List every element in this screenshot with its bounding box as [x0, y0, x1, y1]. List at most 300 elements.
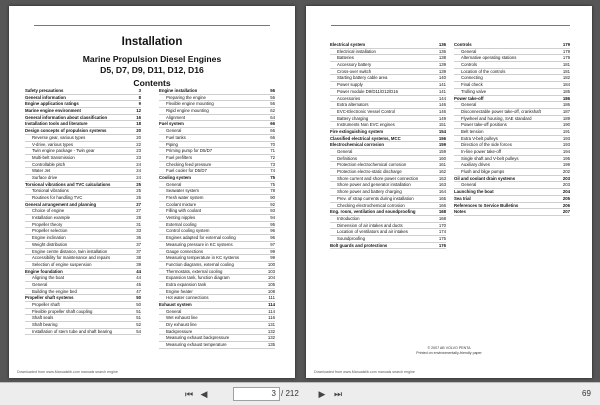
toc-entry-page: 96 [270, 235, 275, 241]
toc-entry-title: Reverse gear, various types [32, 134, 86, 140]
toc-entry[interactable] [454, 149, 570, 156]
toc-entry[interactable] [330, 162, 446, 169]
toc-entry[interactable] [159, 195, 275, 202]
toc-entry-title: Dry exhaust line [166, 322, 197, 328]
toc-entry-page: 170 [438, 222, 446, 228]
toc-entry[interactable] [25, 162, 141, 169]
viewer-toolbar [0, 382, 600, 405]
toc-entry-page: 51 [136, 315, 141, 321]
toc-entry-title: Power take-off [454, 95, 484, 101]
toc-entry[interactable] [25, 128, 141, 135]
toc-entry[interactable] [330, 62, 446, 69]
toc-entry-title: Fuel system [159, 121, 184, 127]
toc-entry[interactable] [454, 189, 570, 196]
toc-entry-title: Flexible engine mounting [166, 101, 214, 107]
toc-entry-title: Oil and coolant drain systems [454, 175, 516, 181]
toc-entry-page: 93 [270, 208, 275, 214]
toc-entry[interactable] [454, 49, 570, 56]
toc-entry[interactable] [159, 222, 275, 229]
toc-entry[interactable] [330, 89, 446, 96]
toc-entry-page: 114 [268, 302, 275, 307]
toc-entry-page: 56 [270, 88, 275, 93]
toc-entry-page: 203 [562, 182, 570, 188]
toc-entry[interactable] [159, 101, 275, 108]
last-page-icon[interactable]: ⏭ [333, 389, 343, 399]
toc-entry-title: Hot water connections [166, 295, 209, 301]
toc-entry-page: 176 [438, 242, 446, 248]
toc-entry-title: Surface drive [32, 174, 58, 180]
toc-entry-title: Torsional vibrations [32, 188, 69, 194]
toc-entry[interactable] [25, 249, 141, 256]
toc-entry[interactable] [454, 55, 570, 62]
toc-entry-title: Aligning the boat [32, 275, 65, 281]
toc-entry[interactable] [330, 75, 446, 82]
next-page-icon[interactable]: ▶ [318, 389, 326, 399]
toc-entry[interactable] [454, 136, 570, 143]
toc-entry[interactable] [454, 162, 570, 169]
zoom-level[interactable]: 69 [582, 389, 591, 398]
toc-entry[interactable] [159, 142, 275, 149]
toc-entry-title: Propeller theory [32, 221, 63, 227]
toc-entry[interactable] [330, 122, 446, 129]
toc-entry-title: General information [25, 94, 66, 100]
toc-entry-title: Eng. room, ventilation and soundproofing [330, 209, 416, 215]
toc-entry[interactable] [454, 156, 570, 163]
toc-entry-page: 111 [268, 295, 275, 301]
toc-entry-title: Measuring exhaust backpressure [166, 335, 230, 341]
toc-entry-page: 166 [438, 202, 446, 208]
toc-entry[interactable] [454, 69, 570, 76]
toc-entry[interactable] [159, 249, 275, 256]
toc-entry[interactable] [25, 155, 141, 162]
toc-entry-page: 56 [270, 94, 275, 100]
toc-entry[interactable] [159, 228, 275, 235]
toc-entry-page: 204 [562, 189, 570, 195]
toc-entry[interactable] [25, 262, 141, 269]
toc-entry[interactable] [159, 315, 275, 322]
toc-entry-title: Engine centre distance, twin installation [32, 248, 108, 254]
toc-entry[interactable] [159, 269, 275, 276]
toc-entry[interactable] [25, 222, 141, 229]
toc-entry-page: 38 [136, 255, 141, 261]
toc-entry-title: Power take-off positions [461, 122, 507, 128]
toc-entry-page: 37 [136, 248, 141, 254]
toc-entry-title: Location of ventilators and air intakes [337, 229, 408, 235]
toc-entry-title: General arrangement and planning [25, 201, 97, 207]
toc-entry-page: 20 [136, 128, 141, 134]
toc-entry-title: Rigid engine mounting [166, 108, 209, 114]
toc-entry-page: 56 [270, 101, 275, 107]
toc-entry-title: Fuel prefilters [166, 154, 193, 160]
toc-entry-title: Alternative operating stations [461, 55, 517, 61]
toc-entry-title: Bolt guards and protections [330, 242, 388, 248]
toc-entry[interactable] [25, 195, 141, 202]
toc-entry-page: 207 [562, 209, 570, 215]
toc-entry-title: Trolling valve [461, 88, 487, 94]
toc-entry-title: Batteries [337, 55, 354, 61]
toc-entry-page: 97 [270, 241, 275, 247]
toc-entry-page: 25 [136, 195, 141, 200]
toc-entry[interactable] [454, 96, 570, 103]
toc-entry-title: Fuel cooler for D5/D7 [166, 168, 207, 174]
toc-entry-page: 174 [438, 229, 446, 235]
toc-entry-title: Propeller selection [32, 228, 68, 234]
toc-entry[interactable] [330, 142, 446, 149]
toc-entry[interactable] [159, 208, 275, 215]
toc-entry-title: Engine installation [159, 88, 198, 93]
toc-entry-title: General [166, 181, 182, 187]
toc-entry[interactable] [25, 228, 141, 235]
toc-entry[interactable] [25, 302, 141, 309]
toc-entry-title: Coolant mixture [166, 201, 197, 207]
toc-entry[interactable] [25, 235, 141, 242]
toc-entry[interactable] [159, 282, 275, 289]
toc-entry[interactable] [454, 196, 570, 203]
toc-entry-page: 24 [136, 174, 141, 180]
toc-entry[interactable] [25, 215, 141, 222]
toc-entry-page: 185 [562, 88, 570, 94]
toc-entry[interactable] [330, 236, 446, 243]
toc-entry-page: 28 [136, 215, 141, 221]
toc-entry-title: Controllable pitch [32, 161, 66, 167]
document-title: Installation [121, 36, 183, 48]
toc-entry-page: 144 [438, 95, 446, 101]
toc-entry[interactable] [159, 188, 275, 195]
toc-entry[interactable] [330, 82, 446, 89]
toc-entry-page: 141 [438, 88, 446, 94]
toc-entry[interactable] [330, 55, 446, 62]
toc-entry[interactable] [454, 182, 570, 189]
toc-entry-title: General information about classification [25, 114, 108, 120]
toc-entry[interactable] [330, 182, 446, 189]
toc-entry-page: 94 [270, 215, 275, 221]
toc-entry-page: 100 [267, 261, 275, 267]
toc-entry[interactable] [330, 176, 446, 183]
toc-entry[interactable] [330, 69, 446, 76]
toc-entry[interactable] [330, 129, 446, 136]
toc-entry[interactable] [454, 116, 570, 123]
toc-entry[interactable] [330, 216, 446, 223]
toc-entry[interactable] [159, 262, 275, 269]
toc-entry[interactable] [454, 75, 570, 82]
toc-entry-title: Shaft bearing [32, 322, 58, 328]
toc-entry-title: Function diagrams, external cooling [166, 261, 234, 267]
toc-entry[interactable] [25, 322, 141, 329]
toc-entry[interactable] [159, 148, 275, 155]
header-rule [34, 25, 270, 26]
toc-entry[interactable] [454, 109, 570, 116]
toc-entry-page: 184 [562, 82, 570, 88]
toc-entry-title: Twin engine package - Twin gear [32, 148, 95, 154]
toc-entry[interactable] [454, 209, 570, 216]
toc-entry-title: Extra expansion tank [166, 281, 207, 287]
page-footer: Downloaded from www.Manualslib.com manuals search engine [314, 370, 415, 374]
toc-entry-title: Starting battery cable area [337, 75, 388, 81]
toc-entry-page: 135 [267, 342, 275, 348]
toc-entry-page: 104 [267, 275, 275, 281]
toc-entry-page: 114 [268, 308, 275, 314]
toc-entry[interactable] [159, 168, 275, 175]
toc-entry[interactable] [159, 309, 275, 316]
toc-entry[interactable] [330, 149, 446, 156]
toc-entry[interactable] [330, 156, 446, 163]
toc-entry-page: 95 [270, 221, 275, 227]
toc-entry-title: Shore power and battery charging [337, 189, 402, 195]
toc-entry[interactable] [25, 329, 141, 336]
toc-entry[interactable] [454, 102, 570, 109]
toc-entry[interactable] [454, 82, 570, 89]
toc-entry-page: 27 [136, 208, 141, 214]
toc-entry[interactable] [159, 95, 275, 102]
prev-page-icon[interactable]: ◀ [200, 389, 208, 399]
toc-entry-page: 44 [136, 268, 141, 274]
toc-entry[interactable] [330, 189, 446, 196]
toc-entry-title: Fire extinguishing system [330, 128, 384, 134]
toc-entry-title: EVC-Electronic Vessel Control [337, 108, 396, 114]
toc-entry[interactable] [25, 188, 141, 195]
toc-entry-title: Engine inclination [32, 235, 66, 241]
toc-entry[interactable] [25, 115, 141, 122]
toc-entry-page: 66 [270, 121, 275, 127]
toc-entry[interactable] [159, 289, 275, 296]
toc-entry-title: Protection electro-static discharge [337, 169, 402, 175]
toc-entry-title: Weight distribution [32, 241, 68, 247]
toc-entry[interactable] [25, 175, 141, 182]
toc-entry[interactable] [25, 255, 141, 262]
copyright-line: Printed on environmentally-friendly paper [416, 351, 482, 355]
toc-entry-title: Electrochemical corrosion [330, 142, 384, 148]
toc-entry-title: Launching the boat [454, 189, 494, 195]
toc-entry[interactable] [330, 169, 446, 176]
toc-entry[interactable] [330, 116, 446, 123]
toc-entry-page: 90 [270, 195, 275, 200]
first-page-icon[interactable]: ⏮ [184, 389, 194, 399]
toc-entry[interactable] [330, 223, 446, 230]
toc-entry-page: 75 [270, 174, 275, 180]
toc-entry[interactable] [25, 101, 141, 108]
toc-entry-title: Shore current and shore power connection [337, 175, 419, 181]
toc-entry[interactable] [454, 62, 570, 69]
toc-entry[interactable] [25, 309, 141, 316]
page-number-input[interactable]: 3 [233, 387, 280, 401]
toc-entry[interactable] [159, 88, 275, 95]
toc-entry[interactable] [454, 142, 570, 149]
toc-entry[interactable] [25, 95, 141, 102]
toc-entry-page: 132 [267, 328, 275, 334]
toc-entry[interactable] [159, 342, 275, 349]
toc-entry[interactable] [159, 235, 275, 242]
toc-entry-page: 139 [438, 62, 446, 68]
toc-entry-page: 182 [562, 75, 570, 81]
toc-entry[interactable] [454, 176, 570, 183]
toc-entry-page: 194 [562, 149, 570, 154]
toc-entry-page: 62 [270, 108, 275, 114]
toc-entry[interactable] [159, 175, 275, 182]
toc-entry[interactable] [25, 135, 141, 142]
toc-entry-title: Cooling system [159, 174, 191, 180]
toc-entry-page: 149 [438, 115, 446, 121]
toc-entry-title: Electrical system [330, 42, 366, 47]
toc-entry-title: Accessories [337, 95, 361, 101]
toc-entry[interactable] [159, 275, 275, 282]
toc-entry[interactable] [25, 289, 141, 296]
toc-entry[interactable] [159, 155, 275, 162]
toc-entry-title: Belt tension [461, 128, 484, 134]
toc-entry-title: Engine heater [166, 288, 193, 294]
toc-entry[interactable] [330, 203, 446, 210]
toc-entry-page: 116 [268, 315, 275, 321]
toc-entry[interactable] [330, 96, 446, 103]
toc-entry[interactable] [25, 121, 141, 128]
toc-entry-title: General [461, 182, 477, 188]
toc-entry[interactable] [454, 89, 570, 96]
toc-entry[interactable] [330, 102, 446, 109]
toc-entry-page: 103 [267, 268, 275, 274]
toc-entry-page: 190 [562, 122, 570, 128]
toc-entry[interactable] [159, 242, 275, 249]
toc-entry-title: V-drive, various types [32, 141, 74, 147]
toc-entry[interactable] [159, 115, 275, 122]
toc-entry[interactable] [25, 182, 141, 189]
toc-entry[interactable] [330, 243, 446, 250]
toc-entry[interactable] [330, 196, 446, 203]
toc-entry-page: 44 [136, 275, 141, 281]
toc-entry-title: Shaft seals [32, 315, 54, 321]
toc-entry-title: Connecting [461, 75, 483, 81]
toc-entry-title: Introduction [337, 215, 360, 221]
subtitle-line: D5, D7, D9, D11, D12, D16 [100, 64, 204, 75]
toc-entry-title: Installation example [32, 215, 70, 221]
toc-entry-title: Battery charging [337, 115, 369, 121]
toc-entry[interactable] [159, 121, 275, 128]
toc-entry-title: Preparing the engine [166, 94, 206, 100]
toc-entry-title: Power module D9/D11/D12/D16 [337, 88, 399, 94]
contents-heading: Contents [133, 78, 171, 88]
toc-entry-title: General [337, 149, 353, 154]
toc-entry[interactable] [25, 242, 141, 249]
toc-entry[interactable] [454, 129, 570, 136]
toc-entry-page: 156 [438, 135, 446, 141]
toc-entry-title: External cooling [166, 221, 197, 227]
toc-entry-page: 163 [438, 182, 446, 188]
toc-entry-page: 140 [438, 75, 446, 81]
document-subtitle [9, 54, 295, 75]
toc-entry[interactable] [159, 335, 275, 342]
toc-entry-page: 108 [267, 288, 275, 294]
toc-entry[interactable] [159, 108, 275, 115]
toc-entry-page: 9 [138, 101, 141, 107]
toc-entry[interactable] [159, 329, 275, 336]
toc-entry[interactable] [25, 168, 141, 175]
toc-entry-title: Measuring temperature in KC systems [166, 255, 240, 261]
toc-entry[interactable] [330, 42, 446, 49]
toc-entry-page: 186 [562, 102, 570, 108]
toc-entry-page: 36 [136, 235, 141, 241]
toc-entry-title: Extra V-belt pulleys [461, 135, 498, 141]
toc-entry[interactable] [25, 108, 141, 115]
toc-entry[interactable] [159, 255, 275, 262]
toc-entry[interactable] [330, 209, 446, 216]
toc-entry[interactable] [159, 135, 275, 142]
toc-entry[interactable] [330, 109, 446, 116]
toc-entry-page: 51 [136, 308, 141, 314]
toc-entry[interactable] [25, 315, 141, 322]
toc-entry[interactable] [454, 169, 570, 176]
toc-entry[interactable] [159, 302, 275, 309]
toc-column [330, 42, 446, 249]
toc-entry-page: 50 [136, 295, 141, 301]
toc-entry-title: Exhaust system [159, 302, 192, 307]
toc-entry-page: 73 [270, 161, 275, 167]
toc-entry[interactable] [159, 182, 275, 189]
toc-entry-title: Single shaft and V-belt pulleys [461, 155, 519, 161]
toc-entry-title: Fuel tanks [166, 134, 186, 140]
toc-entry-title: Measuring pressure in KC systems [166, 241, 233, 247]
toc-entry-title: Engine foundation [25, 268, 63, 274]
toc-entry-title: Building the engine bed [32, 288, 77, 294]
toc-entry-page: 12 [136, 108, 141, 114]
toc-entry[interactable] [25, 208, 141, 215]
toc-entry[interactable] [25, 142, 141, 149]
toc-entry-page: 24 [136, 161, 141, 167]
toc-entry[interactable] [159, 202, 275, 209]
toc-entry-title: Instruments Non EVC engines [337, 122, 395, 128]
toc-entry[interactable] [159, 215, 275, 222]
toc-entry[interactable] [454, 203, 570, 210]
toc-entry-title: Water Jet [32, 168, 51, 174]
toc-entry-page: 23 [136, 148, 141, 154]
toc-entry[interactable] [25, 202, 141, 209]
toc-entry-title: Cross-over switch [337, 68, 372, 74]
toc-entry[interactable] [159, 295, 275, 302]
toc-entry[interactable] [25, 148, 141, 155]
toc-entry-page: 132 [267, 335, 275, 341]
toc-entry[interactable] [330, 136, 446, 143]
toc-entry[interactable] [25, 295, 141, 302]
toc-entry-page: 136 [438, 48, 446, 54]
toc-entry-title: General [32, 281, 48, 287]
toc-entry-page: 163 [438, 175, 446, 181]
toc-entry-page: 31 [136, 221, 141, 227]
toc-entry[interactable] [330, 49, 446, 56]
toc-entry-page: 195 [562, 155, 570, 161]
toc-entry[interactable] [25, 88, 141, 95]
toc-entry-title: Protection electrochemical corrosion [337, 162, 407, 168]
toc-entry[interactable] [454, 122, 570, 129]
toc-entry-title: Multi-belt transmission [32, 154, 75, 160]
toc-entry-title: Definitions [337, 155, 358, 161]
document-page-left [9, 6, 295, 378]
toc-entry[interactable] [159, 162, 275, 169]
toc-entry-title: Location of the controls [461, 68, 506, 74]
copyright-line: © 2007 AB VOLVO PENTA [427, 346, 471, 350]
toc-column [25, 88, 141, 335]
toc-entry-page: 66 [270, 134, 275, 140]
toc-entry-page: 25 [136, 181, 141, 187]
toc-entry[interactable] [25, 282, 141, 289]
toc-entry[interactable] [25, 275, 141, 282]
toc-entry[interactable] [25, 269, 141, 276]
toc-entry-page: 75 [270, 181, 275, 187]
toc-entry-title: Extra alternators [337, 102, 369, 108]
toc-entry-page: 45 [136, 281, 141, 287]
toc-entry[interactable] [330, 229, 446, 236]
toc-entry-title: Sea trial [454, 195, 471, 201]
toc-entry[interactable] [159, 322, 275, 329]
toc-entry[interactable] [454, 42, 570, 49]
toc-entry[interactable] [159, 128, 275, 135]
toc-entry-title: Design concepts of propulsion systems [25, 128, 107, 134]
